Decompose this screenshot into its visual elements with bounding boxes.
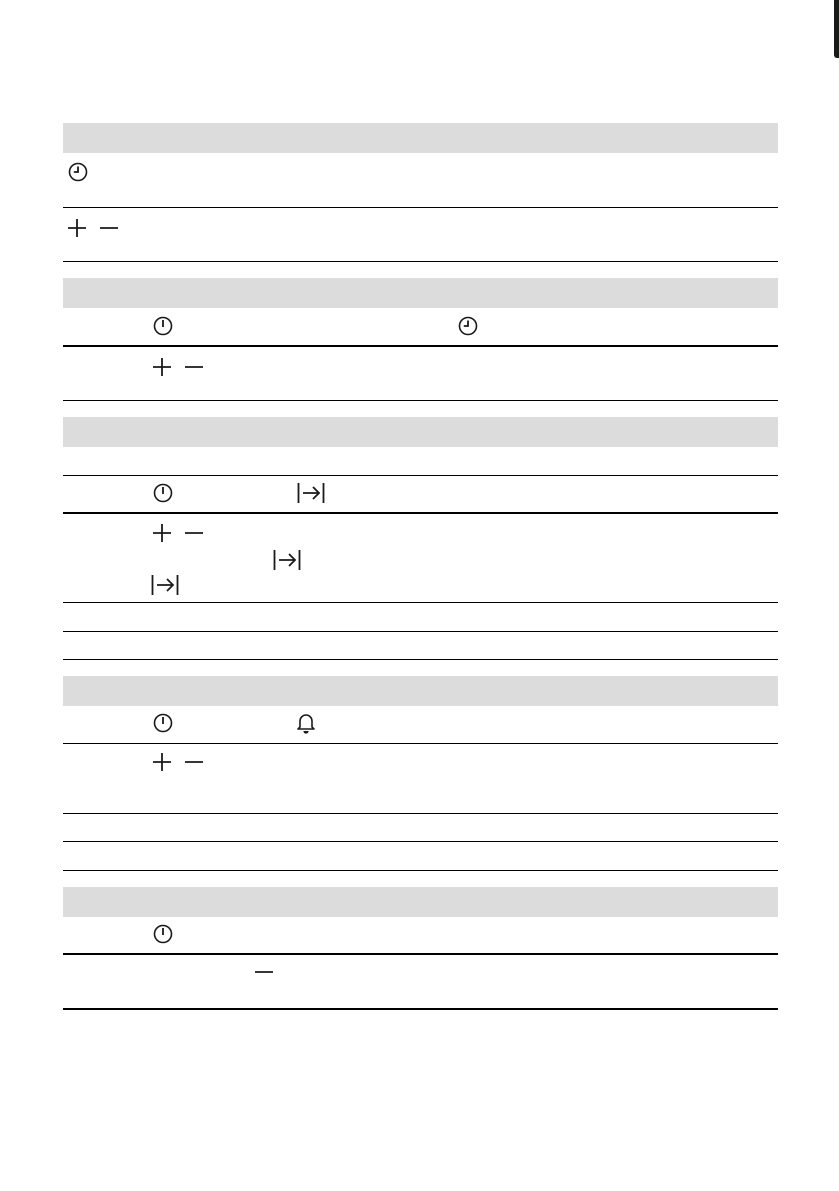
section-5-row-2 xyxy=(63,955,778,1010)
section-4 xyxy=(63,676,778,871)
timer-icon xyxy=(153,316,173,336)
section-4-row-3 xyxy=(63,814,778,842)
section-3-row-4 xyxy=(63,603,778,632)
section-3-header xyxy=(63,417,778,447)
clock-icon xyxy=(458,316,478,336)
end-arrow-icon xyxy=(273,549,301,571)
section-4-row-1 xyxy=(63,706,778,744)
minus-icon xyxy=(184,752,204,772)
minus-icon xyxy=(254,962,274,982)
section-3-row-1 xyxy=(63,447,778,476)
plus-icon xyxy=(67,218,87,238)
section-2-row-2 xyxy=(63,347,778,401)
plus-icon xyxy=(152,752,172,772)
plus-icon xyxy=(152,523,172,543)
bell-icon xyxy=(296,712,316,734)
section-1-row-2 xyxy=(63,208,778,262)
end-arrow-icon xyxy=(151,574,179,596)
section-4-header xyxy=(63,676,778,706)
section-3-row-3 xyxy=(63,514,778,603)
section-1-header xyxy=(63,123,778,153)
section-2 xyxy=(63,278,778,401)
plus-icon xyxy=(152,357,172,377)
timer-icon xyxy=(153,713,173,733)
instruction-table xyxy=(63,123,778,1010)
minus-icon xyxy=(184,523,204,543)
section-5-header xyxy=(63,887,778,917)
section-2-header xyxy=(63,278,778,308)
clock-icon xyxy=(68,162,88,182)
section-4-row-4 xyxy=(63,842,778,871)
section-3-row-2 xyxy=(63,476,778,514)
section-3-row-5 xyxy=(63,632,778,660)
timer-icon xyxy=(153,483,173,503)
section-1-row-1 xyxy=(63,153,778,208)
minus-icon xyxy=(184,357,204,377)
page-corner-marker xyxy=(834,0,839,58)
minus-icon xyxy=(99,218,119,238)
section-4-row-2 xyxy=(63,744,778,814)
timer-icon xyxy=(153,924,173,944)
section-2-row-1 xyxy=(63,308,778,347)
section-5-row-1 xyxy=(63,917,778,955)
end-arrow-icon xyxy=(297,482,325,504)
section-1 xyxy=(63,123,778,262)
section-3 xyxy=(63,417,778,660)
section-5 xyxy=(63,887,778,1010)
